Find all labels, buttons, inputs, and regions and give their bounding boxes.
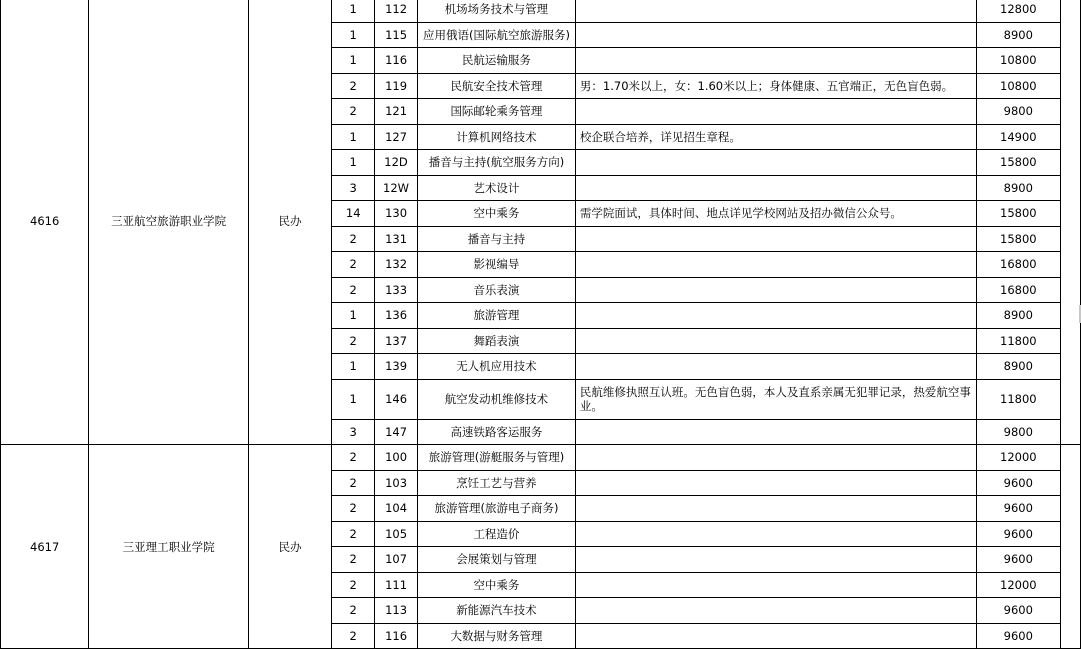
tuition-cell: 16800 xyxy=(976,277,1061,303)
school-type-cell: 民办 xyxy=(248,0,331,445)
major-name-cell: 舞蹈表演 xyxy=(417,328,575,354)
major-code-cell: 12D xyxy=(375,150,418,176)
tuition-cell: 9600 xyxy=(976,521,1061,547)
note-cell xyxy=(575,175,976,201)
tuition-cell: 11800 xyxy=(976,379,1061,419)
major-name-cell: 播音与主持(航空服务方向) xyxy=(417,150,575,176)
tuition-cell: 9600 xyxy=(976,598,1061,624)
plan-count-cell: 2 xyxy=(332,521,375,547)
table-row xyxy=(1,445,1081,471)
tuition-cell: 14900 xyxy=(976,124,1061,150)
major-code-cell: 136 xyxy=(375,303,418,329)
tuition-cell: 9600 xyxy=(976,496,1061,522)
school-name-cell: 三亚理工职业学院 xyxy=(89,445,249,649)
tuition-cell: 8900 xyxy=(976,175,1061,201)
major-name-cell: 影视编导 xyxy=(417,252,575,278)
note-cell xyxy=(575,277,976,303)
major-code-cell: 146 xyxy=(375,379,418,419)
note-cell xyxy=(575,150,976,176)
major-code-cell: 112 xyxy=(375,0,418,22)
tuition-cell: 12000 xyxy=(976,572,1061,598)
note-cell xyxy=(575,598,976,624)
tuition-cell: 11800 xyxy=(976,328,1061,354)
tuition-cell: 16800 xyxy=(976,252,1061,278)
note-cell xyxy=(575,445,976,471)
major-name-cell: 应用俄语(国际航空旅游服务) xyxy=(417,22,575,48)
note-cell xyxy=(575,470,976,496)
tuition-cell: 15800 xyxy=(976,201,1061,227)
note-cell xyxy=(575,48,976,74)
major-code-cell: 137 xyxy=(375,328,418,354)
major-code-cell: 12W xyxy=(375,175,418,201)
tuition-cell: 9600 xyxy=(976,623,1061,649)
major-name-cell: 旅游管理(游艇服务与管理) xyxy=(417,445,575,471)
major-name-cell: 播音与主持 xyxy=(417,226,575,252)
note-cell xyxy=(575,623,976,649)
plan-count-cell: 14 xyxy=(332,201,375,227)
tuition-cell: 9600 xyxy=(976,547,1061,573)
plan-count-cell: 2 xyxy=(332,598,375,624)
major-code-cell: 107 xyxy=(375,547,418,573)
table-row xyxy=(1,0,1081,22)
plan-count-cell: 2 xyxy=(332,623,375,649)
major-name-cell: 空中乘务 xyxy=(417,201,575,227)
tuition-cell: 9800 xyxy=(976,99,1061,125)
major-name-cell: 旅游管理(旅游电子商务) xyxy=(417,496,575,522)
trailing-cell xyxy=(1061,0,1081,445)
major-code-cell: 127 xyxy=(375,124,418,150)
plan-count-cell: 1 xyxy=(332,379,375,419)
note-cell xyxy=(575,0,976,22)
plan-count-cell: 1 xyxy=(332,354,375,380)
major-name-cell: 无人机应用技术 xyxy=(417,354,575,380)
plan-count-cell: 3 xyxy=(332,175,375,201)
major-name-cell: 旅游管理 xyxy=(417,303,575,329)
note-cell xyxy=(575,99,976,125)
note-cell xyxy=(575,22,976,48)
major-name-cell: 艺术设计 xyxy=(417,175,575,201)
school-code-cell: 4617 xyxy=(1,445,89,649)
major-name-cell: 空中乘务 xyxy=(417,572,575,598)
plan-count-cell: 2 xyxy=(332,99,375,125)
tuition-cell: 9600 xyxy=(976,470,1061,496)
plan-count-cell: 1 xyxy=(332,150,375,176)
note-cell xyxy=(575,354,976,380)
plan-count-cell: 2 xyxy=(332,572,375,598)
major-code-cell: 119 xyxy=(375,73,418,99)
plan-count-cell: 2 xyxy=(332,496,375,522)
major-name-cell: 烹饪工艺与营养 xyxy=(417,470,575,496)
major-name-cell: 机场场务技术与管理 xyxy=(417,0,575,22)
tuition-cell: 15800 xyxy=(976,150,1061,176)
major-name-cell: 新能源汽车技术 xyxy=(417,598,575,624)
school-name-cell: 三亚航空旅游职业学院 xyxy=(89,0,249,445)
major-code-cell: 147 xyxy=(375,419,418,445)
major-code-cell: 111 xyxy=(375,572,418,598)
major-code-cell: 133 xyxy=(375,277,418,303)
major-code-cell: 115 xyxy=(375,22,418,48)
major-code-cell: 100 xyxy=(375,445,418,471)
tuition-cell: 8900 xyxy=(976,303,1061,329)
note-cell: 需学院面试，具体时间、地点详见学校网站及招办微信公众号。 xyxy=(575,201,976,227)
note-cell: 校企联合培养，详见招生章程。 xyxy=(575,124,976,150)
major-name-cell: 国际邮轮乘务管理 xyxy=(417,99,575,125)
note-cell xyxy=(575,303,976,329)
major-code-cell: 130 xyxy=(375,201,418,227)
note-cell xyxy=(575,572,976,598)
major-name-cell: 民航运输服务 xyxy=(417,48,575,74)
plan-count-cell: 2 xyxy=(332,277,375,303)
major-code-cell: 132 xyxy=(375,252,418,278)
note-cell xyxy=(575,496,976,522)
tuition-cell: 12000 xyxy=(976,445,1061,471)
major-code-cell: 105 xyxy=(375,521,418,547)
plan-count-cell: 2 xyxy=(332,445,375,471)
major-name-cell: 会展策划与管理 xyxy=(417,547,575,573)
major-code-cell: 104 xyxy=(375,496,418,522)
school-type-cell: 民办 xyxy=(248,445,331,649)
major-name-cell: 工程造价 xyxy=(417,521,575,547)
plan-count-cell: 2 xyxy=(332,73,375,99)
note-cell xyxy=(575,419,976,445)
note-cell xyxy=(575,252,976,278)
note-cell xyxy=(575,328,976,354)
plan-count-cell: 2 xyxy=(332,252,375,278)
major-code-cell: 116 xyxy=(375,623,418,649)
major-name-cell: 音乐表演 xyxy=(417,277,575,303)
major-name-cell: 大数据与财务管理 xyxy=(417,623,575,649)
plan-count-cell: 1 xyxy=(332,0,375,22)
plan-count-cell: 1 xyxy=(332,124,375,150)
tuition-cell: 10800 xyxy=(976,48,1061,74)
major-code-cell: 121 xyxy=(375,99,418,125)
major-name-cell: 民航安全技术管理 xyxy=(417,73,575,99)
plan-count-cell: 2 xyxy=(332,470,375,496)
note-cell xyxy=(575,226,976,252)
major-code-cell: 116 xyxy=(375,48,418,74)
plan-count-cell: 2 xyxy=(332,547,375,573)
plan-count-cell: 3 xyxy=(332,419,375,445)
tuition-cell: 15800 xyxy=(976,226,1061,252)
tuition-cell: 12800 xyxy=(976,0,1061,22)
tuition-cell: 9800 xyxy=(976,419,1061,445)
major-code-cell: 139 xyxy=(375,354,418,380)
major-code-cell: 131 xyxy=(375,226,418,252)
major-name-cell: 高速铁路客运服务 xyxy=(417,419,575,445)
note-cell xyxy=(575,547,976,573)
tuition-cell: 8900 xyxy=(976,22,1061,48)
note-cell: 民航维修执照互认班。无色盲色弱，本人及直系亲属无犯罪记录，热爱航空事业。 xyxy=(575,379,976,419)
plan-count-cell: 1 xyxy=(332,48,375,74)
major-name-cell: 航空发动机维修技术 xyxy=(417,379,575,419)
table-body xyxy=(1,0,1081,649)
major-code-cell: 103 xyxy=(375,470,418,496)
school-code-cell: 4616 xyxy=(1,0,89,445)
trailing-cell xyxy=(1061,445,1081,649)
plan-count-cell: 1 xyxy=(332,22,375,48)
major-code-cell: 113 xyxy=(375,598,418,624)
plan-count-cell: 2 xyxy=(332,226,375,252)
note-cell: 男：1.70米以上，女：1.60米以上；身体健康、五官端正，无色盲色弱。 xyxy=(575,73,976,99)
tuition-cell: 8900 xyxy=(976,354,1061,380)
plan-count-cell: 1 xyxy=(332,303,375,329)
plan-count-cell: 2 xyxy=(332,328,375,354)
note-cell xyxy=(575,521,976,547)
major-name-cell: 计算机网络技术 xyxy=(417,124,575,150)
tuition-cell: 10800 xyxy=(976,73,1061,99)
